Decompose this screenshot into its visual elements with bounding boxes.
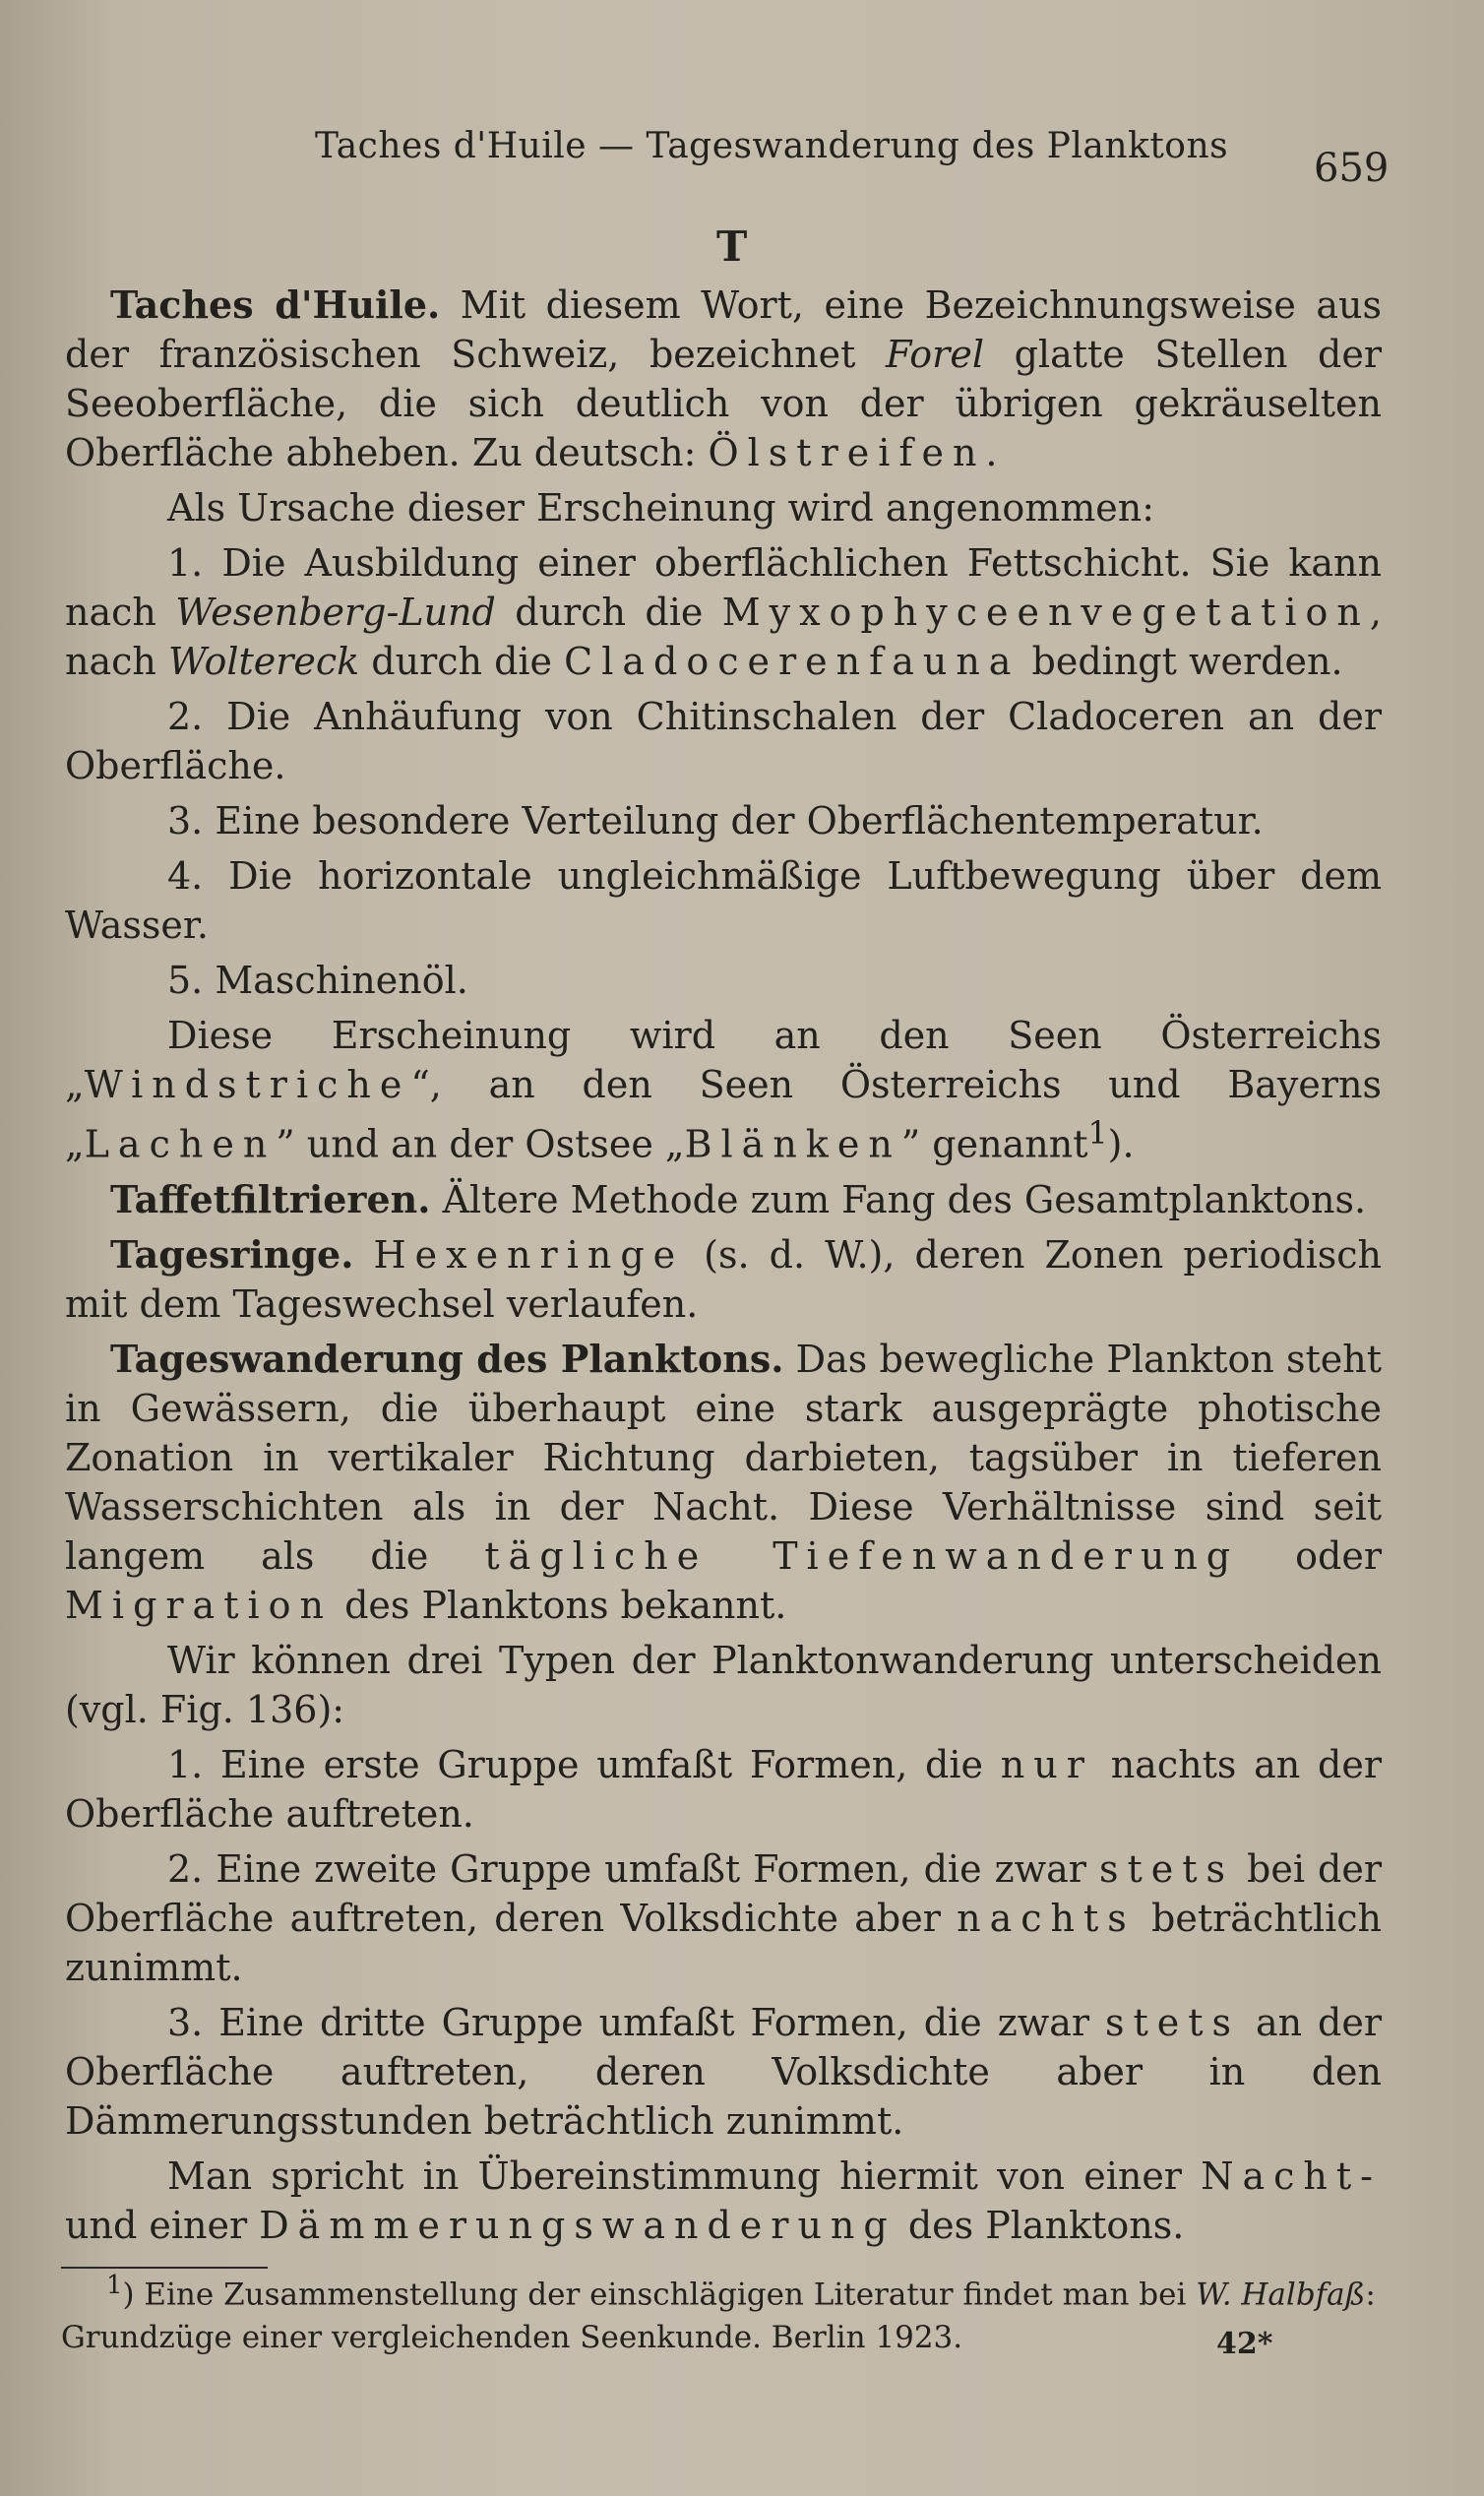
lemma-taffet: Taffetfiltrieren.: [110, 1176, 431, 1221]
paragraph: Diese Erscheinung wird an den Seen Österreichs „Windstriche“, an den Seen Österreichs und Bayerns „Lachen” und an der Ostsee „Blänken” genannt$^1$).: [65, 1014, 1382, 1166]
footnote-marker: 1: [106, 2271, 123, 2300]
list-item: 1. Die Ausbildung einer oberflächlichen Fettschicht. Sie kann nach Wesenberg-Lund durch die Myxophyceenvegetation, nach Woltereck durch die Cladocerenfauna bedingt werden.: [65, 541, 1382, 683]
term-oelstreifen: Ölstreifen: [708, 431, 986, 474]
lemma-tagesringe: Tagesringe.: [110, 1231, 354, 1277]
paragraph: Als Ursache dieser Erscheinung wird angenommen:: [167, 486, 1155, 530]
printer-signature: 42*: [1216, 2327, 1273, 2361]
page-body: [65, 281, 1382, 2256]
footnote: $^1$) Eine Zusammenstellung der einschlägigen Literatur findet man bei W. Halbfaß: Grundzüge einer vergleichenden Seenkunde. Berlin 1923.: [61, 2271, 1376, 2356]
list-item: 5. Maschinenöl.: [167, 959, 468, 1002]
author-halbfass: W. Halbfaß: [1196, 2277, 1366, 2313]
list-item: 2. Eine zweite Gruppe umfaßt Formen, die zwar stets bei der Oberfläche auftreten, deren Volksdichte aber nachts beträchtlich zunimmt.: [65, 1846, 1383, 1989]
footnote-ref: 1: [1087, 1116, 1108, 1152]
entry-taffet: Taffetfiltrieren. Ältere Methode zum Fang des Gesamtplanktons.: [110, 1176, 1367, 1221]
author-forel: Forel: [886, 333, 984, 376]
lemma-taches: Taches d'Huile.: [110, 282, 441, 327]
list-item: 4. Die horizontale ungleichmäßige Luftbewegung über dem Wasser.: [65, 854, 1382, 947]
entry-tagesringe: Tagesringe. Hexenringe (s. d. W.), deren Zonen periodisch mit dem Tageswechsel verlaufen.: [65, 1231, 1382, 1326]
paragraph: Man spricht in Übereinstimmung hiermit von einer Nacht- und einer Dämmerungswanderung des Planktons.: [65, 2153, 1382, 2247]
list-item: 1. Eine erste Gruppe umfaßt Formen, die nur nachts an der Oberfläche auftreten.: [65, 1742, 1382, 1836]
entry-taches-intro: Taches d'Huile. Mit diesem Wort, eine Bezeichnungsweise aus der französischen Schweiz, bezeichnet Forel glatte Stellen der Seeoberfläche, die sich deutlich von der übrigen gekräuselten Oberfläche abheben. Zu deutsch: Ölstreifen.: [65, 282, 1383, 474]
entry-tageswanderung: Tageswanderung des Planktons. Das bewegliche Plankton steht in Gewässern, die überhaupt eine stark ausgeprägte photische Zonation in vertikaler Richtung darbieten, tagsüber in tieferen Wasserschichten als in der Nacht. Diese Verhältnisse sind seit langem als die tägliche Tiefenwanderung oder Migration des Planktons bekannt.: [65, 1336, 1382, 1627]
lemma-tageswanderung: Tageswanderung des Planktons.: [110, 1336, 784, 1381]
running-title: Taches d'Huile — Tageswanderung des Planktons: [315, 126, 1229, 166]
list-item: 3. Eine besondere Verteilung der Oberflächentemperatur.: [167, 799, 1264, 842]
list-item: 3. Eine dritte Gruppe umfaßt Formen, die zwar stets an der Oberfläche auftreten, deren Volksdichte aber in den Dämmerungsstunden beträchtlich zunimmt.: [65, 2000, 1383, 2143]
page-number: 659: [1314, 146, 1390, 191]
paragraph: Wir können drei Typen der Planktonwanderung unterscheiden (vgl. Fig. 136):: [65, 1638, 1382, 1731]
section-letter: T: [716, 222, 748, 271]
list-item: 2. Die Anhäufung von Chitinschalen der Cladoceren an der Oberfläche.: [65, 695, 1382, 787]
